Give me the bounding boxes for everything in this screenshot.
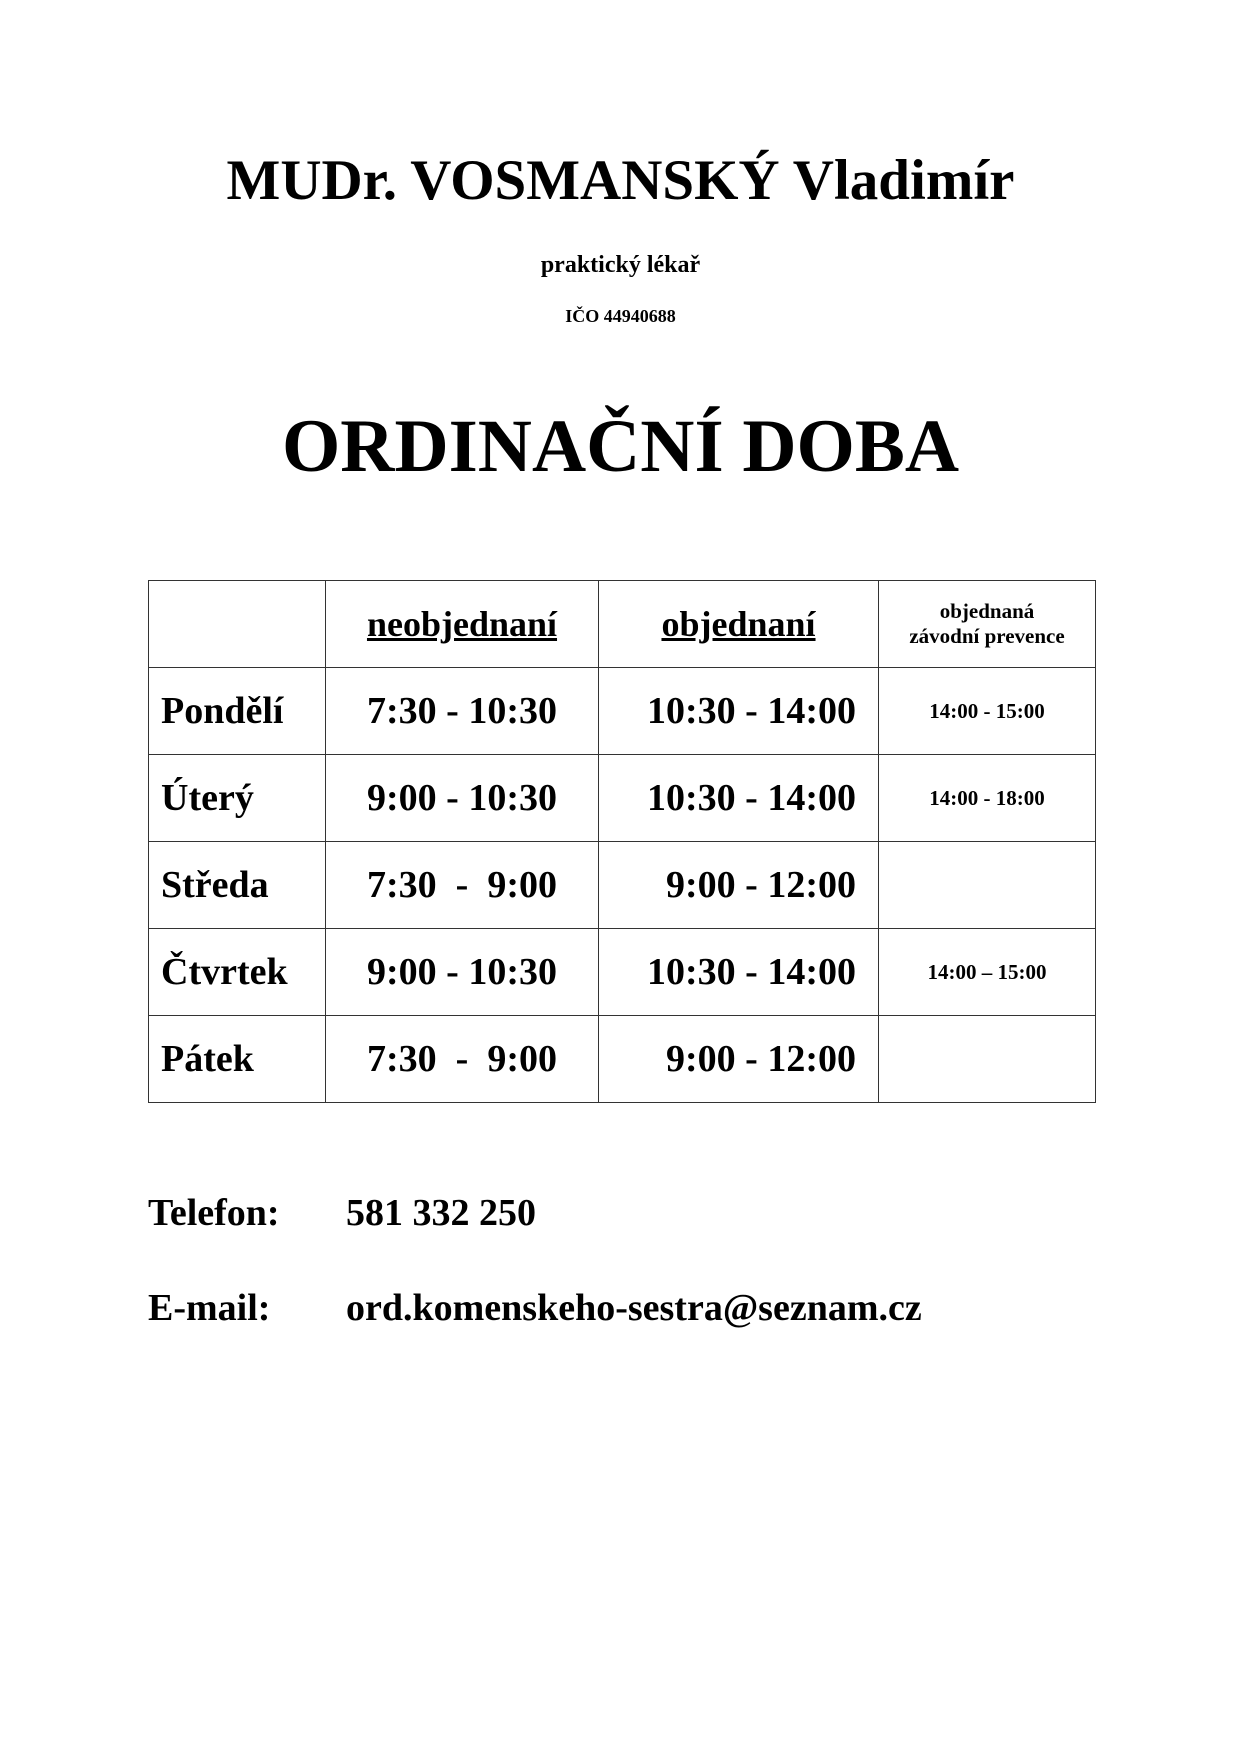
table-row — [149, 842, 1096, 929]
scheduled-cell: 9:00 - 12:00 — [599, 1016, 879, 1103]
header-unscheduled: neobjednaní — [326, 581, 599, 668]
day-cell: Úterý — [149, 755, 326, 842]
phone-label: Telefon: — [148, 1192, 280, 1234]
day-cell: Čtvrtek — [149, 929, 326, 1016]
prevention-cell: 14:00 – 15:00 — [879, 929, 1096, 1016]
prevention-cell: 14:00 - 15:00 — [879, 668, 1096, 755]
scheduled-cell: 10:30 - 14:00 — [599, 668, 879, 755]
email-address[interactable]: ord.komenskeho-sestra@seznam.cz — [346, 1287, 922, 1329]
table-header-row — [149, 581, 1096, 668]
page-title: ORDINAČNÍ DOBA — [281, 405, 960, 488]
header-prevention — [879, 581, 1096, 668]
header-scheduled: objednaní — [599, 581, 879, 668]
scheduled-cell: 9:00 - 12:00 — [599, 842, 879, 929]
phone-number[interactable]: 581 332 250 — [346, 1192, 536, 1234]
unscheduled-cell: 7:30 - 10:30 — [326, 668, 599, 755]
prevention-cell — [879, 842, 1096, 929]
day-cell: Středa — [149, 842, 326, 929]
day-cell: Pátek — [149, 1016, 326, 1103]
header-prevention-line2: závodní prevence — [909, 624, 1065, 648]
doctor-name: MUDr. VOSMANSKÝ Vladimír — [226, 149, 1015, 212]
office-hours-table — [148, 580, 1096, 1103]
email-label: E-mail: — [148, 1287, 271, 1329]
unscheduled-cell: 7:30 - 9:00 — [326, 1016, 599, 1103]
table-row — [149, 755, 1096, 842]
unscheduled-cell: 9:00 - 10:30 — [326, 929, 599, 1016]
table-row — [149, 1016, 1096, 1103]
header-prevention-line1: objednaná — [939, 599, 1035, 623]
prevention-cell — [879, 1016, 1096, 1103]
prevention-cell: 14:00 - 18:00 — [879, 755, 1096, 842]
day-cell: Pondělí — [149, 668, 326, 755]
scheduled-cell: 10:30 - 14:00 — [599, 929, 879, 1016]
scheduled-cell: 10:30 - 14:00 — [599, 755, 879, 842]
profession: praktický lékař — [540, 252, 701, 278]
ico-number: IČO 44940688 — [565, 306, 676, 326]
table-row — [149, 668, 1096, 755]
header-cell-empty — [149, 581, 326, 668]
unscheduled-cell: 7:30 - 9:00 — [326, 842, 599, 929]
unscheduled-cell: 9:00 - 10:30 — [326, 755, 599, 842]
table-row — [149, 929, 1096, 1016]
